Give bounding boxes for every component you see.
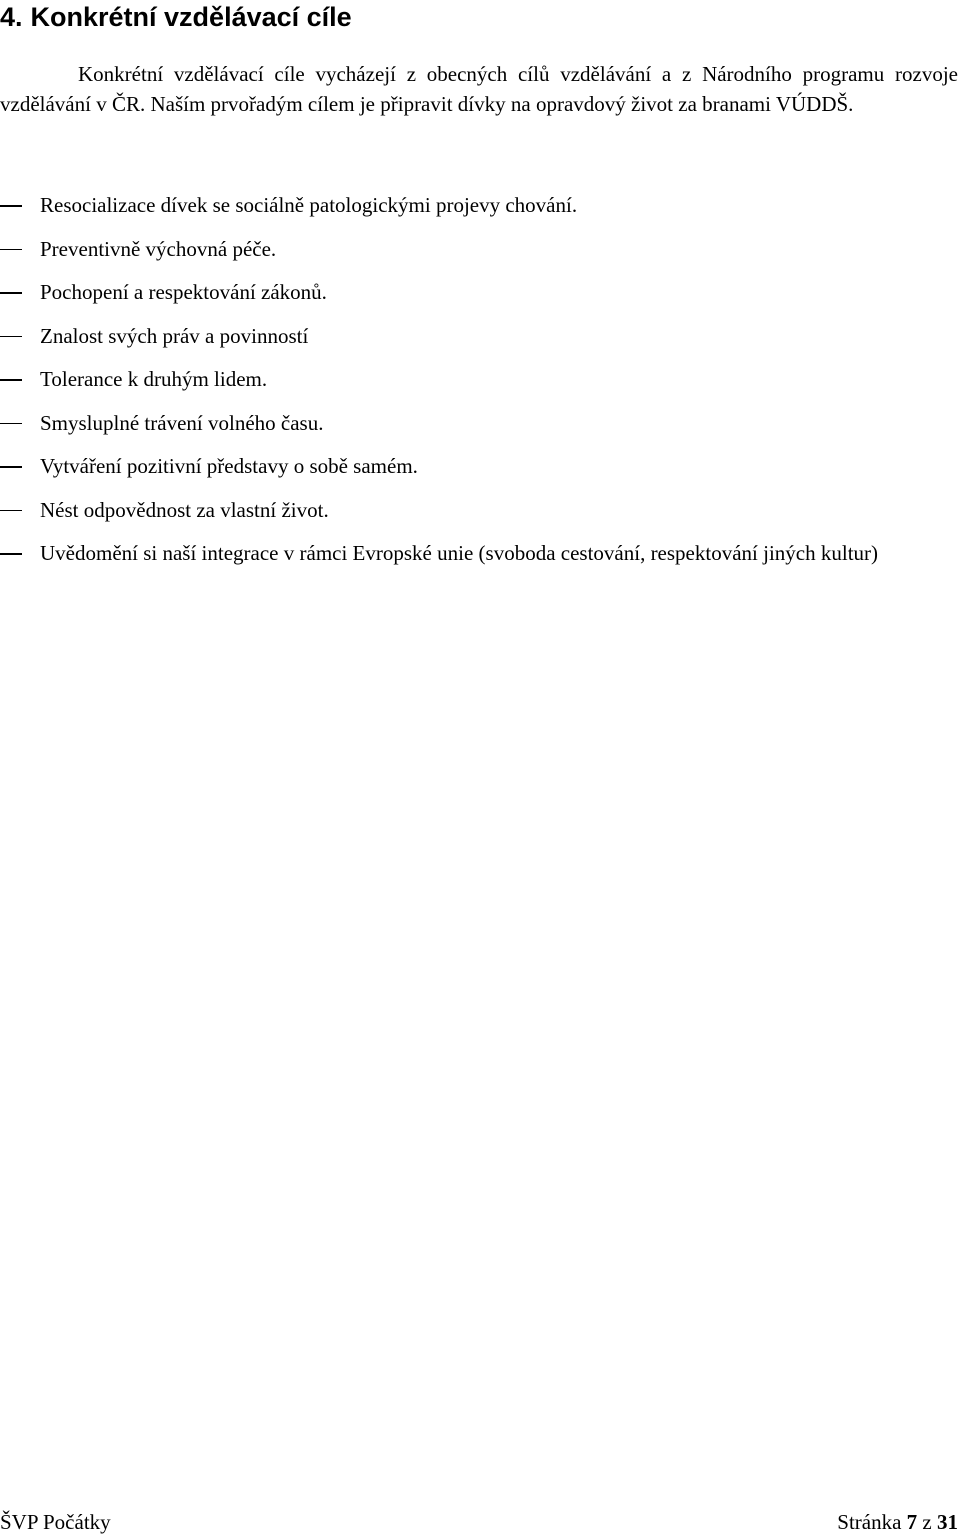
- list-item-text: Nést odpovědnost za vlastní život.: [40, 497, 329, 522]
- list-item-text: Tolerance k druhým lidem.: [40, 367, 268, 391]
- intro-paragraph: Konkrétní vzdělávací cíle vycházejí z obecných cílů vzdělávání a z Národního programu rozvoje vzdělávání v ČR. Naším prvořadým cílem je připravit dívky na opravdový život za branami VÚDDŠ.: [0, 62, 958, 116]
- dash-bullet-icon: [0, 292, 22, 294]
- list-item: [0, 235, 958, 264]
- section-number: 4.: [0, 2, 23, 32]
- section-title: Konkrétní vzdělávací cíle: [30, 2, 352, 32]
- page-current: 7: [906, 1510, 918, 1534]
- list-item: [0, 539, 958, 568]
- list-item: [0, 322, 958, 351]
- dash-bullet-icon: [0, 553, 22, 555]
- list-item-text: Preventivně výchovná péče.: [40, 236, 277, 261]
- page-label: Stránka: [837, 1510, 902, 1534]
- list-item-text: Znalost svých práv a povinností: [40, 323, 309, 348]
- footer-page-number: [837, 1508, 958, 1536]
- list-item: [0, 191, 958, 220]
- page-total: 31: [937, 1510, 958, 1534]
- list-item: [0, 452, 958, 481]
- list-item-text: Resocializace dívek se sociálně patologickými projevy chování.: [40, 193, 578, 217]
- list-item: [0, 278, 958, 307]
- list-item: [0, 496, 958, 525]
- list-item-text: Uvědomění si naší integrace v rámci Evropské unie (svoboda cestování, respektování jiných kultur): [40, 541, 879, 565]
- dash-bullet-icon: [0, 379, 22, 381]
- list-item: [0, 365, 958, 394]
- list-item-text: Smysluplné trávení volného času.: [40, 410, 324, 435]
- goals-list: [0, 191, 958, 583]
- page-separator: z: [922, 1510, 932, 1534]
- dash-bullet-icon: [0, 205, 22, 207]
- footer-document-name: ŠVP Počátky: [0, 1510, 111, 1534]
- list-item-text: Pochopení a respektování zákonů.: [40, 280, 327, 304]
- list-item: [0, 409, 958, 438]
- dash-bullet-icon: [0, 336, 22, 338]
- list-item-text: Vytváření pozitivní představy o sobě samém.: [40, 454, 418, 478]
- dash-bullet-icon: [0, 423, 22, 425]
- dash-bullet-icon: [0, 510, 22, 512]
- dash-bullet-icon: [0, 249, 22, 251]
- section-heading: [0, 0, 352, 34]
- dash-bullet-icon: [0, 466, 22, 468]
